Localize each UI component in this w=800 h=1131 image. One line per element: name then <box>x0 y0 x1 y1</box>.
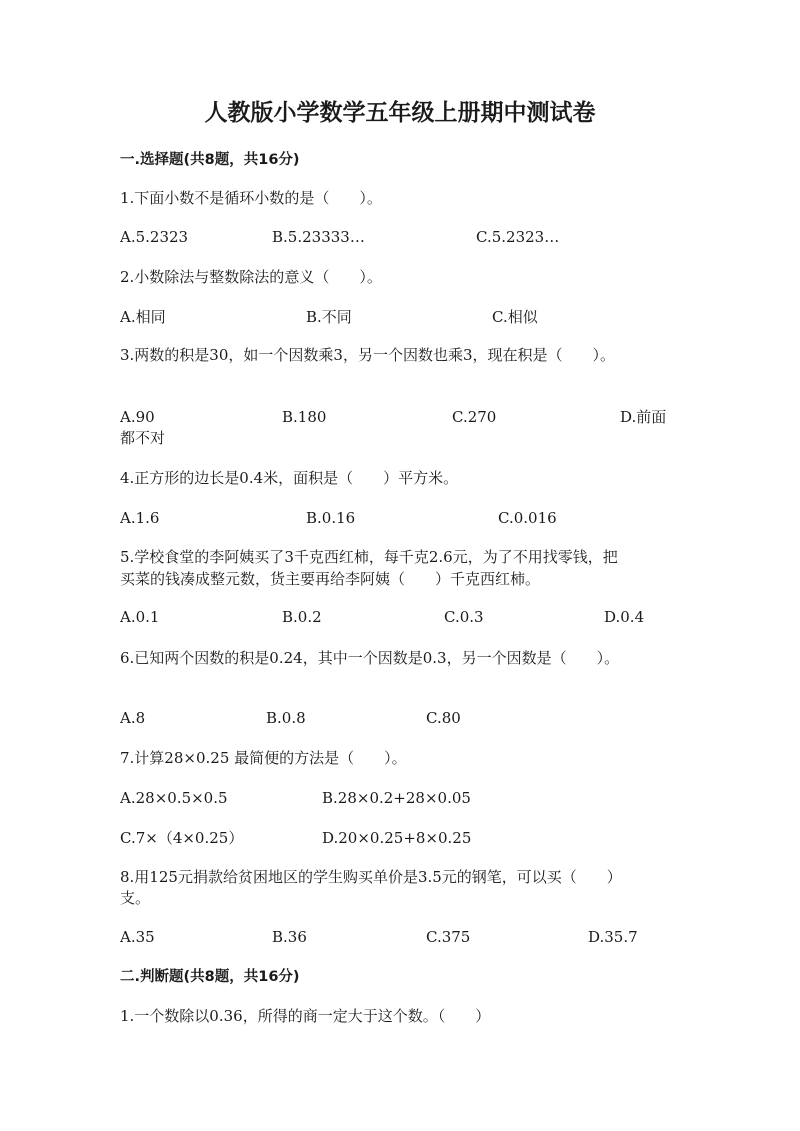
question-8-option-d: D.35.7 <box>588 928 638 946</box>
question-4-stem: 4.正方形的边长是0.4米，面积是（ ）平方米。 <box>120 469 459 487</box>
section-heading-judgment: 二.判断题(共8题，共16分) <box>120 969 300 985</box>
question-6-option-c: C.80 <box>426 709 461 727</box>
question-7-stem: 7.计算28×0.25 最简便的方法是（ ）。 <box>120 749 407 767</box>
question-4-option-c: C.0.016 <box>498 509 557 527</box>
question-4-option-b: B.0.16 <box>306 509 356 527</box>
section-heading-choice: 一.选择题(共8题，共16分) <box>120 152 300 168</box>
question-5-stem-line2: 买菜的钱凑成整元数，货主要再给李阿姨（ ）千克西红柿。 <box>120 570 541 588</box>
question-8-stem: 8.用125元捐款给贫困地区的学生购买单价是3.5元的钢笔，可以买（ ） <box>120 868 622 886</box>
question-5-stem: 5.学校食堂的李阿姨买了3千克西红柿，每千克2.6元，为了不用找零钱，把 <box>120 548 618 566</box>
question-7-option-c: C.7×（4×0.25） <box>120 829 244 847</box>
question-3-option-b: B.180 <box>282 408 327 426</box>
question-2-option-c: C.相似 <box>492 308 538 326</box>
question-3-option-c: C.270 <box>452 408 497 426</box>
question-5-option-d: D.0.4 <box>604 608 645 626</box>
question-2-option-a: A.相同 <box>120 308 166 326</box>
question-6-stem: 6.已知两个因数的积是0.24，其中一个因数是0.3，另一个因数是（ ）。 <box>120 649 620 667</box>
question-7-option-d: D.20×0.25+8×0.25 <box>322 829 472 847</box>
question-2-stem: 2.小数除法与整数除法的意义（ ）。 <box>120 268 382 286</box>
question-8-option-a: A.35 <box>120 928 155 946</box>
question-1-option-c: C.5.2323… <box>476 228 560 246</box>
question-6-option-b: B.0.8 <box>266 709 306 727</box>
question-3-option-d: D.前面 <box>620 408 667 426</box>
question-7-option-b: B.28×0.2+28×0.05 <box>322 789 471 807</box>
question-5-option-a: A.0.1 <box>120 608 160 626</box>
question-8-stem-line2: 支。 <box>120 889 151 907</box>
question-7-option-a: A.28×0.5×0.5 <box>120 789 228 807</box>
question-1-option-a: A.5.2323 <box>120 228 189 246</box>
question-3-stem: 3.两数的积是30，如一个因数乘3，另一个因数也乘3，现在积是（ ）。 <box>120 346 615 364</box>
question-5-option-b: B.0.2 <box>282 608 322 626</box>
question-3-option-d-wrap: 都不对 <box>120 429 166 447</box>
question-2-option-b: B.不同 <box>306 308 352 326</box>
question-3-option-a: A.90 <box>120 408 155 426</box>
question-1-option-b: B.5.23333… <box>272 228 365 246</box>
page-title: 人教版小学数学五年级上册期中测试卷 <box>204 99 596 126</box>
question-6-option-a: A.8 <box>120 709 146 727</box>
question-4-option-a: A.1.6 <box>120 509 160 527</box>
question-5-option-c: C.0.3 <box>444 608 484 626</box>
question-8-option-b: B.36 <box>272 928 307 946</box>
question-1-stem: 1.下面小数不是循环小数的是（ ）。 <box>120 189 382 207</box>
question-8-option-c: C.375 <box>426 928 471 946</box>
judgment-1-stem: 1.一个数除以0.36，所得的商一定大于这个数。（ ） <box>120 1007 491 1025</box>
